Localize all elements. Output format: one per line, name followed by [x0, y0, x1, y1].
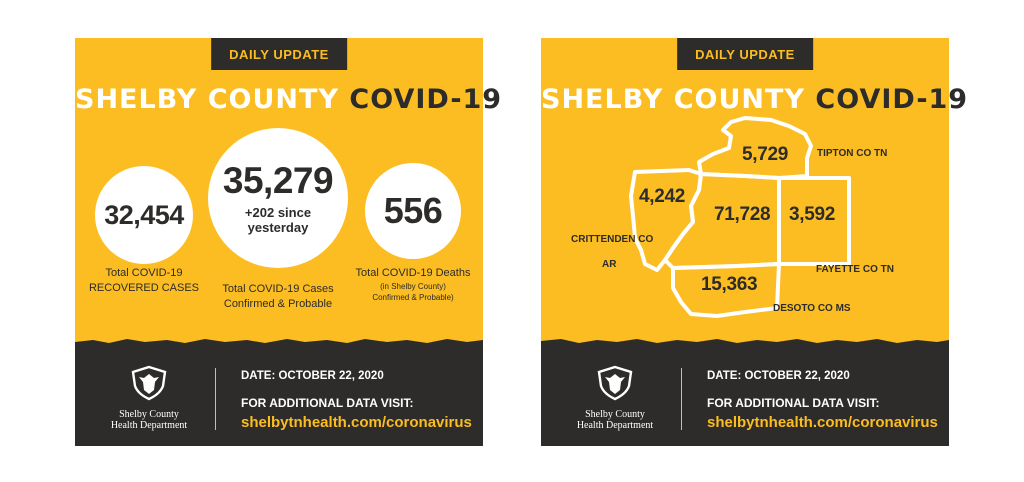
visit-label: FOR ADDITIONAL DATA VISIT: [241, 396, 414, 410]
data-url-link[interactable]: shelbytnhealth.com/coronavirus [241, 414, 472, 431]
logo-line2: Health Department [576, 420, 654, 431]
deaths-circle [365, 163, 461, 259]
shelby-value: 71,728 [714, 204, 771, 225]
desoto-label: DESOTO CO MS [773, 303, 851, 314]
headline-county: SHELBY COUNTY [541, 84, 806, 115]
recovered-circle [95, 166, 193, 264]
stats-card [75, 38, 503, 446]
logo-line1: Shelby County [585, 409, 645, 420]
headline [75, 84, 503, 116]
cases-caption: Total COVID-19 Cases Confirmed & Probable [222, 283, 334, 310]
torn-edge [75, 336, 483, 346]
crittenden-value: 4,242 [639, 186, 686, 207]
crittenden-label2: AR [602, 259, 617, 270]
recovered-value: 32,454 [104, 199, 184, 230]
daily-update-badge: DAILY UPDATE [677, 38, 813, 70]
daily-update-badge: DAILY UPDATE [211, 38, 347, 70]
torn-edge [541, 336, 949, 346]
tipton-value: 5,729 [742, 144, 789, 165]
report-date: DATE: OCTOBER 22, 2020 [707, 370, 850, 382]
cases-value: 35,279 [222, 160, 334, 201]
tipton-label: TIPTON CO TN [817, 148, 888, 159]
logo-line1: Shelby County [119, 409, 179, 420]
headline-covid: COVID-19 [349, 84, 503, 115]
footer [541, 344, 949, 446]
deaths-caption: Total COVID-19 Deaths (in Shelby County) Confirmed & Probable) [355, 267, 471, 302]
health-department-logo [103, 366, 195, 431]
headline-county: SHELBY COUNTY [75, 84, 340, 115]
desoto-value: 15,363 [701, 274, 758, 295]
fayette-label: FAYETTE CO TN [816, 264, 894, 275]
footer-divider [215, 368, 216, 430]
map-card [541, 38, 969, 446]
deaths-value: 556 [383, 190, 443, 231]
crittenden-label1: CRITTENDEN CO [571, 234, 654, 245]
shelby-county-shield-icon [596, 366, 634, 400]
recovered-caption: Total COVID-19 RECOVERED CASES [88, 267, 200, 294]
visit-label: FOR ADDITIONAL DATA VISIT: [707, 396, 880, 410]
headline-covid: COVID-19 [815, 84, 969, 115]
footer [75, 344, 483, 446]
cases-circle [208, 128, 348, 268]
report-date: DATE: OCTOBER 22, 2020 [241, 370, 384, 382]
data-url-link[interactable]: shelbytnhealth.com/coronavirus [707, 414, 938, 431]
cases-change: +202 since yesterday [244, 205, 312, 235]
health-department-logo [569, 366, 661, 431]
shelby-county-shield-icon [130, 366, 168, 400]
fayette-value: 3,592 [789, 204, 836, 225]
logo-line2: Health Department [110, 420, 188, 431]
footer-divider [681, 368, 682, 430]
